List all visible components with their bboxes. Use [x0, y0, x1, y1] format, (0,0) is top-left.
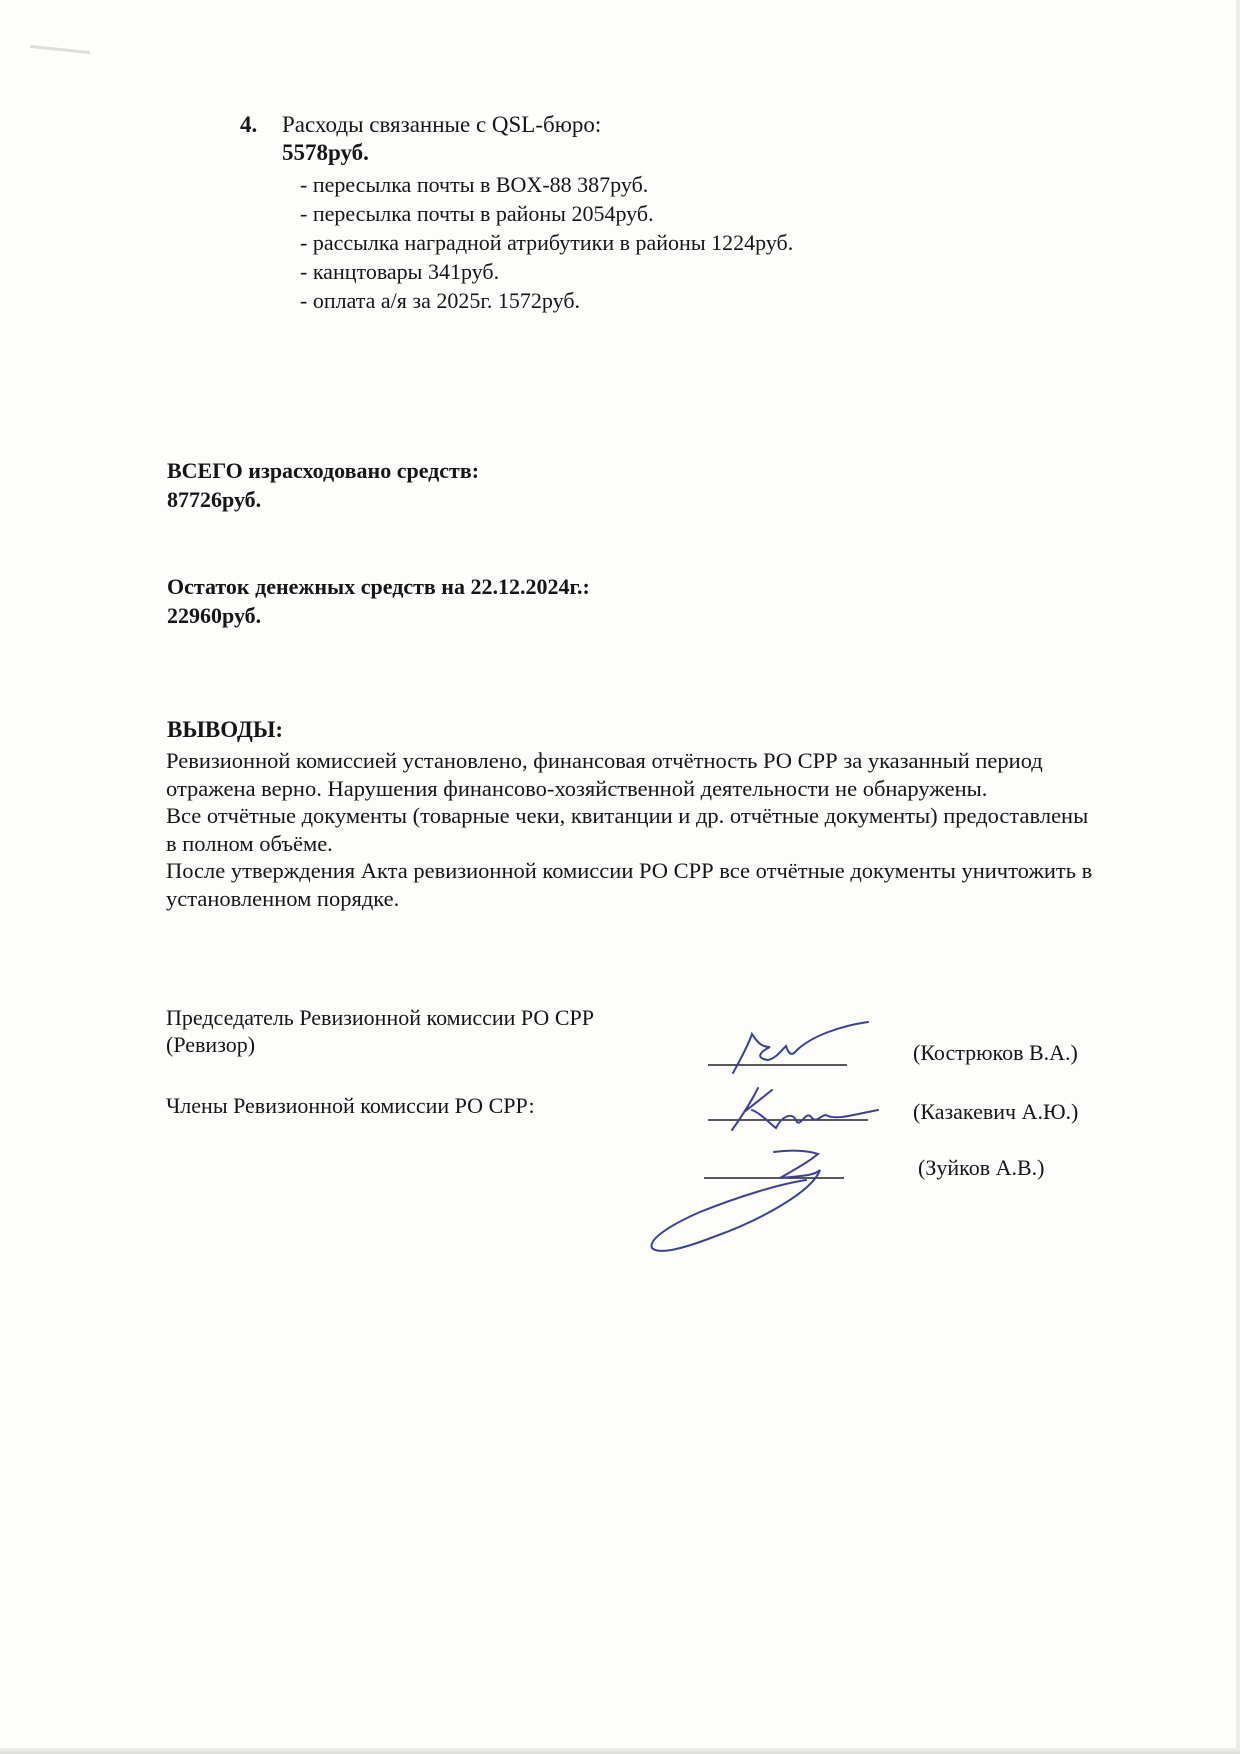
- item-total: 5578руб.: [282, 140, 369, 165]
- signatory-name: (Казакевич А.Ю.): [913, 1099, 1079, 1124]
- list-item: - канцтовары 341руб.: [300, 259, 500, 284]
- chair-subtitle: (Ревизор): [166, 1032, 256, 1057]
- expense-item-heading: [240, 112, 601, 138]
- expense-breakdown-list: [300, 170, 793, 315]
- chair-title: Председатель Ревизионной комиссии РО СРР: [166, 1005, 594, 1030]
- scan-edge: [0, 1748, 1240, 1754]
- list-item: - оплата а/я за 2025г. 1572руб.: [300, 288, 581, 313]
- list-item: - рассылка наградной атрибутики в районы 1224руб.: [300, 230, 794, 255]
- members-label: Члены Ревизионной комиссии РО СРР:: [166, 1093, 535, 1118]
- list-item: - пересылка почты в районы 2054руб.: [300, 201, 654, 226]
- scan-mark: [30, 45, 90, 54]
- total-spent-value: 87726руб.: [167, 487, 262, 512]
- signatory-name: (Зуйков А.В.): [918, 1155, 1045, 1180]
- scan-edge: [1236, 0, 1240, 1754]
- signatory-name: (Кострюков В.А.): [913, 1040, 1078, 1065]
- conclusions-body: [166, 747, 1096, 912]
- conclusions-heading: ВЫВОДЫ:: [167, 717, 284, 742]
- signature-kostryukov-icon: [733, 1022, 868, 1073]
- conclusion-paragraph: Все отчётные документы (товарные чеки, квитанции и др. отчётные документы) предоставлены в полном объёме.: [166, 803, 1089, 856]
- item-number: 4.: [240, 112, 258, 137]
- conclusion-paragraph: После утверждения Акта ревизионной комиссии РО СРР все отчётные документы уничтожить в установленном порядке.: [166, 858, 1093, 911]
- conclusion-paragraph: Ревизионной комиссией установлено, финансовая отчётность РО СРР за указанный период отражена верно. Нарушения финансово-хозяйственной деятельности не обнаружены.: [166, 748, 1043, 801]
- balance-value: 22960руб.: [167, 603, 262, 628]
- signature-kazakevich-icon: [732, 1088, 878, 1130]
- balance-label: Остаток денежных средств на 22.12.2024г.:: [167, 574, 590, 599]
- list-item: - пересылка почты в BOX-88 387руб.: [300, 172, 649, 197]
- signature-zuikov-icon: [651, 1151, 820, 1251]
- total-spent-label: ВСЕГО израсходовано средств:: [167, 458, 480, 483]
- item-title: Расходы связанные с QSL-бюро:: [282, 112, 602, 137]
